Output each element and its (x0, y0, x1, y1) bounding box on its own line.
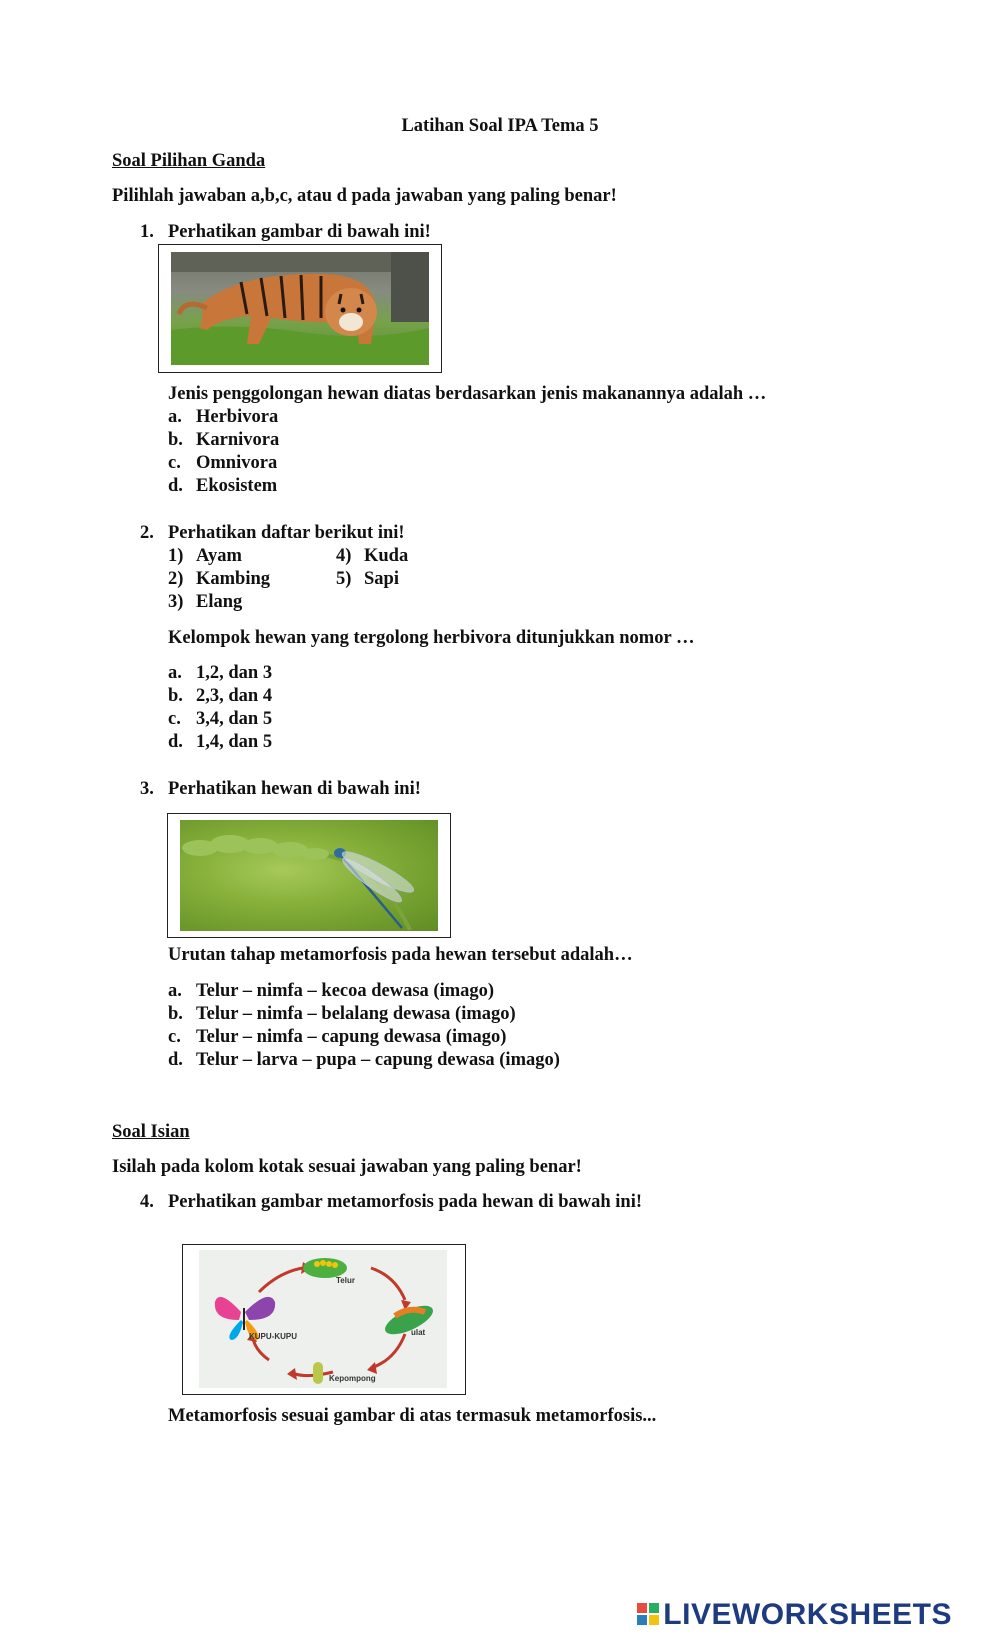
question-prompt: Perhatikan hewan di bawah ini! (168, 779, 421, 799)
list-item (168, 569, 270, 590)
question-text: Metamorfosis sesuai gambar di atas termasuk metamorfosis... (168, 1406, 657, 1426)
list-item (168, 592, 242, 613)
option-label: a. (168, 981, 182, 1001)
dragonfly-image (180, 820, 438, 931)
tiger-image-frame (158, 244, 442, 373)
section-instruction: Pilihlah jawaban a,b,c, atau d pada jawaban yang paling benar! (112, 186, 617, 206)
option-d[interactable] (168, 476, 277, 497)
option-c[interactable] (168, 1027, 506, 1048)
list-label: 2) (168, 569, 184, 589)
option-text: 3,4, dan 5 (196, 709, 273, 729)
question-number: 4. (140, 1192, 154, 1212)
option-c[interactable] (168, 453, 277, 474)
list-text: Ayam (196, 546, 242, 566)
list-item (336, 546, 408, 567)
option-text: Omnivora (196, 453, 278, 473)
page-title: Latihan Soal IPA Tema 5 (401, 116, 599, 136)
option-label: a. (168, 407, 182, 427)
list-item (168, 546, 242, 567)
option-label: c. (168, 1027, 181, 1047)
option-text: Telur – nimfa – kecoa dewasa (imago) (196, 981, 495, 1001)
list-label: 1) (168, 546, 184, 566)
option-label: d. (168, 476, 183, 496)
option-a[interactable] (168, 407, 278, 428)
list-text: Kuda (364, 546, 409, 566)
logo-text: LIVEWORKSHEETS (663, 1598, 952, 1631)
liveworksheets-logo-icon (637, 1599, 659, 1633)
liveworksheets-logo (637, 1598, 952, 1633)
option-b[interactable] (168, 686, 272, 707)
tiger-image (171, 252, 429, 365)
question-text: Jenis penggolongan hewan diatas berdasarkan jenis makanannya adalah … (168, 384, 767, 404)
question-number: 1. (140, 222, 154, 242)
list-label: 4) (336, 546, 352, 566)
diagram-label-butterfly: KUPU-KUPU (249, 1332, 297, 1341)
dragonfly-image-frame (167, 813, 451, 938)
option-b[interactable] (168, 430, 279, 451)
question-prompt: Perhatikan gambar di bawah ini! (168, 222, 431, 242)
diagram-label-cocoon: Kepompong (329, 1374, 376, 1383)
option-c[interactable] (168, 709, 272, 730)
metamorphosis-image-frame (182, 1244, 466, 1395)
option-b[interactable] (168, 1004, 516, 1025)
list-text: Kambing (196, 569, 271, 589)
list-label: 5) (336, 569, 352, 589)
option-label: a. (168, 663, 182, 683)
option-d[interactable] (168, 1050, 560, 1071)
option-a[interactable] (168, 663, 272, 684)
option-label: b. (168, 686, 183, 706)
question-text: Kelompok hewan yang tergolong herbivora ditunjukkan nomor … (168, 628, 695, 648)
diagram-label-caterpillar: ulat (411, 1328, 426, 1337)
option-label: d. (168, 732, 183, 752)
question-prompt: Perhatikan daftar berikut ini! (168, 523, 405, 543)
section-heading-fill-in: Soal Isian (112, 1122, 190, 1142)
question-text: Urutan tahap metamorfosis pada hewan tersebut adalah… (168, 945, 633, 965)
section-heading-multiple-choice: Soal Pilihan Ganda (112, 151, 266, 171)
option-text: 2,3, dan 4 (196, 686, 273, 706)
option-label: b. (168, 1004, 183, 1024)
option-label: c. (168, 709, 181, 729)
diagram-label-egg: Telur (336, 1276, 355, 1285)
question-number: 2. (140, 523, 154, 543)
section-instruction: Isilah pada kolom kotak sesuai jawaban yang paling benar! (112, 1157, 582, 1177)
option-text: Telur – larva – pupa – capung dewasa (imago) (196, 1050, 560, 1070)
option-text: 1,4, dan 5 (196, 732, 273, 752)
metamorphosis-diagram (199, 1250, 447, 1388)
option-a[interactable] (168, 981, 494, 1002)
option-text: Ekosistem (196, 476, 278, 496)
list-text: Sapi (364, 569, 399, 589)
question-prompt: Perhatikan gambar metamorfosis pada hewan di bawah ini! (168, 1192, 643, 1212)
option-label: c. (168, 453, 181, 473)
option-label: d. (168, 1050, 183, 1070)
list-label: 3) (168, 592, 184, 612)
option-text: Telur – nimfa – capung dewasa (imago) (196, 1027, 507, 1047)
option-text: Telur – nimfa – belalang dewasa (imago) (196, 1004, 516, 1024)
option-d[interactable] (168, 732, 272, 753)
list-text: Elang (196, 592, 243, 612)
list-item (336, 569, 399, 590)
option-text: Karnivora (196, 430, 280, 450)
option-text: 1,2, dan 3 (196, 663, 273, 683)
question-number: 3. (140, 779, 154, 799)
option-label: b. (168, 430, 183, 450)
option-text: Herbivora (196, 407, 279, 427)
